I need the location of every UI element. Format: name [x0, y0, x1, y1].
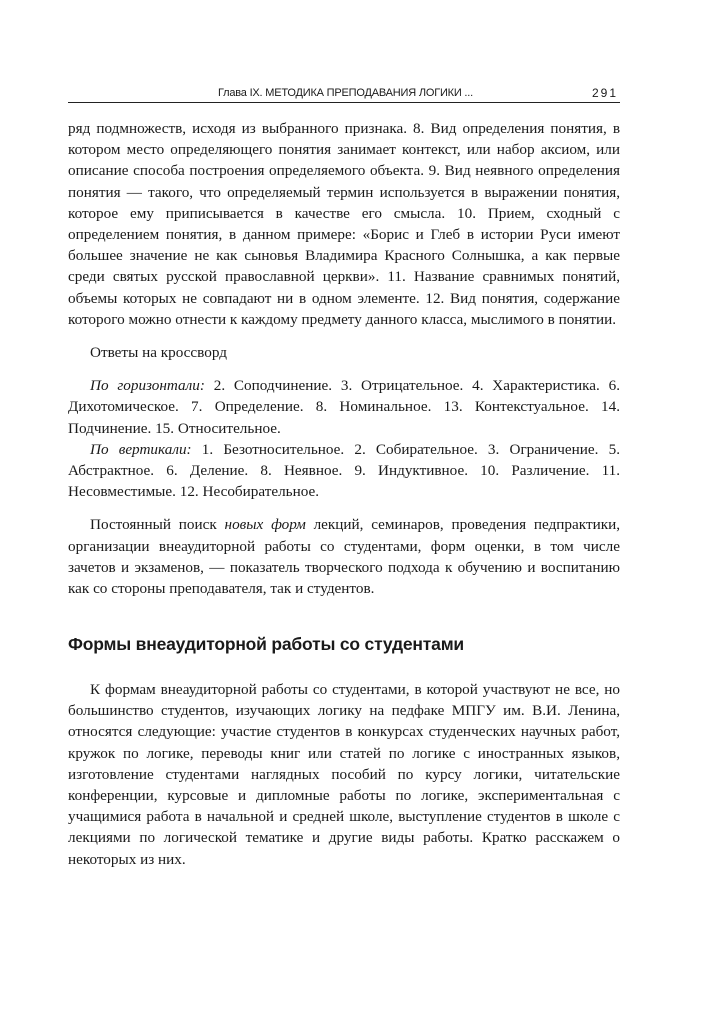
chapter-title: Глава IX. МЕТОДИКА ПРЕПОДАВАНИЯ ЛОГИКИ ... — [218, 87, 473, 99]
body-text — [68, 118, 620, 599]
paragraph-extracurricular: К формам внеаудиторной работы со студентами, в которой участвуют не все, но большинство студентов, изучающих логику на педфаке МПГУ им. В.И. Ленина, относятся следующие: участие студентов в конкурсах студенческих научных работ, кружок по логике, переводы книг или статей по логике с иностранных языков, изготовление студентами наглядных пособий по курсу логики, читательские конференции, курсовые и дипломные работы по логике, экспериментальная с учащимися работа в начальной и средней школе, выступление студентов в школе с лекциями по логической тематике и другие виды работы. Кратко расскажем о некоторых из них. — [68, 681, 620, 868]
horizontal-answers: 2. Соподчинение. 3. Отрицательное. 4. Характеристика. 6. Дихотомическое. 7. Определение. 8. Номинальное. 13. Контекстуальное. 14. Подчинение. 15. Относительное. — [68, 377, 620, 437]
answers-vertical — [68, 439, 620, 503]
paragraph-new-forms — [68, 514, 620, 599]
vertical-label: По вертикали: — [90, 440, 192, 458]
section-heading: Формы внеаудиторной работы со студентами — [68, 634, 464, 654]
section-body — [68, 679, 620, 870]
new-forms-italic: новых форм — [224, 516, 306, 534]
new-forms-text-end: лекций, семинаров, проведения педпрактики, организации внеаудиторной работы со студентами, форм оценки, в том числе зачетов и экзаменов, — показатель творческого подхода к обучению и воспитанию как со стороны преподавателя, так и студентов. — [68, 516, 621, 598]
page-number: 291 — [591, 86, 618, 100]
vertical-answers: 1. Безотносительное. 2. Собирательное. 3. Ограничение. 5. Абстрактное. 6. Деление. 8. Неявное. 9. Индуктивное. 10. Различение. 11. Несовместимые. 12. Несобирательное. — [68, 440, 620, 501]
running-header — [68, 86, 620, 103]
paragraph-definitions: ряд подмножеств, исходя из выбранного признака. 8. Вид определения понятия, в котором место определяющего понятия занимает контекст, или набор аксиом, или описание способа построения определяемого объекта. 9. Вид неявного определения понятия — такого, что определяемый термин используется в выражении понятия, которое ему приписывается в качестве его смысла. 10. Прием, сходный с определением понятия, в данном примере: «Борис и Глеб в истории Руси имеют большее значение не как сыновья Владимира Красного Солнышка, а как первые среди святых русской православной церкви». 11. Название сравнимых понятий, объемы которых не совпадают ни в одном элементе. 12. Вид понятия, содержание которого можно отнести к каждому предмету данного класса, мыслимого в понятии. — [68, 120, 620, 328]
answers-title: Ответы на кроссворд — [90, 344, 227, 362]
answers-horizontal — [68, 375, 620, 439]
horizontal-label: По горизонтали: — [90, 377, 205, 395]
new-forms-text-start: Постоянный поиск — [90, 516, 225, 534]
